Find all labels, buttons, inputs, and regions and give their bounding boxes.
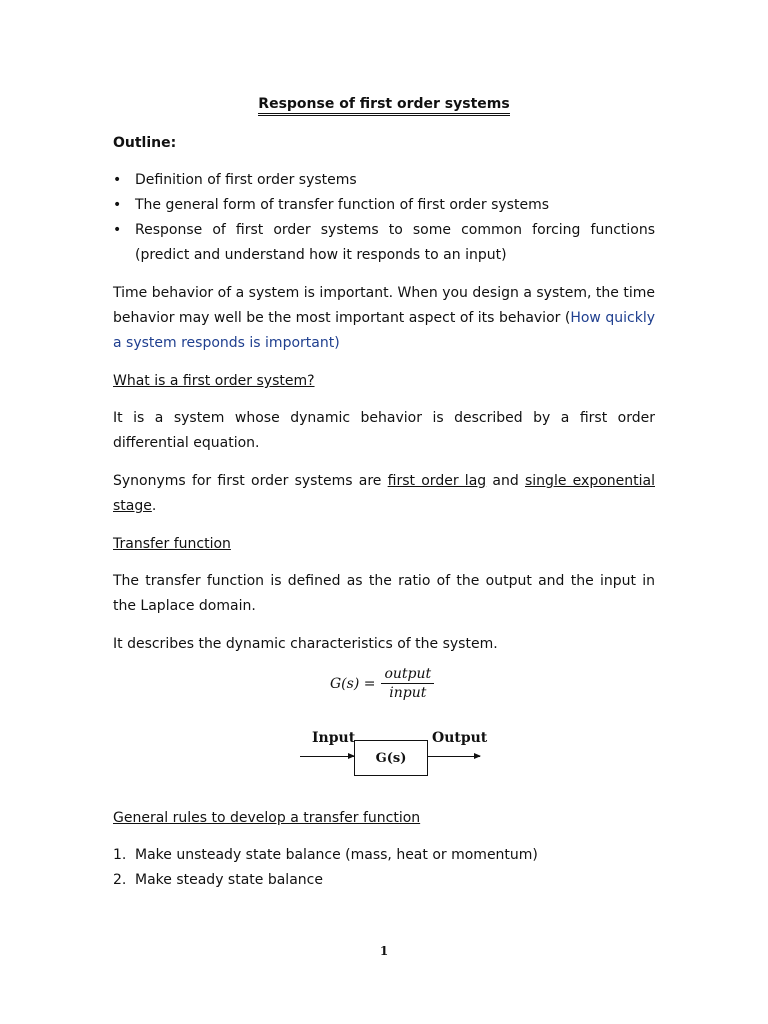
rule-text: Make steady state balance <box>135 872 323 888</box>
output-arrow-icon <box>428 756 480 757</box>
rule-number: 2. <box>113 872 127 888</box>
heading-transfer-function: Transfer function <box>113 536 231 552</box>
synonyms-middle: and <box>486 473 525 489</box>
formula-fraction <box>381 666 434 701</box>
outline-heading: Outline: <box>113 135 177 151</box>
formula-numerator: output <box>381 666 434 684</box>
diagram-output-label: Output <box>432 730 488 746</box>
outline-item: • Definition of first order systems <box>113 168 655 193</box>
formula-denominator: input <box>389 685 427 701</box>
time-behavior-end: ) <box>334 335 340 351</box>
rules-list <box>113 843 655 893</box>
rule-item <box>113 868 655 893</box>
paragraph-time-behavior <box>113 281 655 356</box>
synonyms-end: . <box>151 498 157 514</box>
block-diagram <box>296 728 496 778</box>
rule-number: 1. <box>113 847 127 863</box>
diagram-block: G(s) <box>354 740 428 776</box>
rule-text: Make unsteady state balance (mass, heat or momentum) <box>135 847 538 863</box>
input-arrow-icon <box>300 756 354 757</box>
document-title <box>0 96 768 112</box>
outline-item: • Response of first order systems to some common forcing functions (predict and understand how it responds to an input) <box>113 218 655 268</box>
paragraph-dynamic-characteristics: It describes the dynamic characteristics of the system. <box>113 636 498 652</box>
heading-general-rules: General rules to develop a transfer function <box>113 810 421 826</box>
outline-item: • The general form of transfer function of first order systems <box>113 193 655 218</box>
rule-item <box>113 843 655 868</box>
diagram-input-label: Input <box>312 730 356 746</box>
transfer-function-formula <box>330 666 434 701</box>
title-text: Response of first order systems <box>258 96 509 116</box>
synonym-first-order-lag: first order lag <box>387 473 487 489</box>
outline-list <box>113 168 655 268</box>
synonyms-prefix: Synonyms for first order systems are <box>113 473 388 489</box>
heading-what-is-first-order: What is a first order system? <box>113 373 315 389</box>
time-behavior-highlight: How quickly a system responds is important <box>113 310 655 351</box>
paragraph-transfer-definition: The transfer function is defined as the ratio of the output and the input in the Laplace domain. <box>113 573 655 614</box>
page-number: 1 <box>379 944 389 958</box>
synonym-single-exponential-stage: single exponential stage <box>113 473 655 514</box>
formula-lhs: G(s) = <box>330 675 376 692</box>
paragraph-synonyms <box>113 469 655 519</box>
time-behavior-text: Time behavior of a system is important. When you design a system, the time behavior may well be the most important aspect of its behavior ( <box>113 285 655 326</box>
paragraph-definition: It is a system whose dynamic behavior is described by a first order differential equation. <box>113 410 655 451</box>
